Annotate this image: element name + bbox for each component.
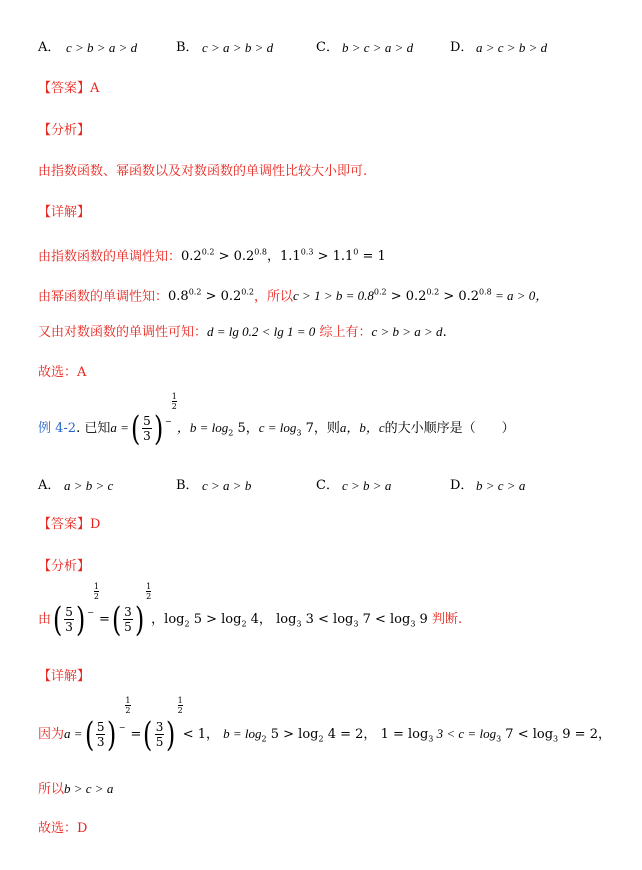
conclusion-prefix: 所以 — [38, 782, 65, 797]
analysis-label: 【分析】 — [38, 123, 91, 138]
analysis-text — [38, 582, 463, 642]
math: ，log — [151, 612, 185, 627]
detail-label: 【详解】 — [38, 669, 91, 684]
denominator: 3 — [143, 429, 151, 443]
math: > 1.1 — [313, 249, 354, 265]
left-paren: ( — [143, 714, 153, 755]
option-letter: D． — [450, 478, 474, 493]
subscript: 2 — [228, 428, 234, 438]
exponent-sign: − — [165, 417, 172, 426]
q2-options — [38, 476, 598, 496]
denominator: 3 — [96, 735, 105, 749]
detail-step-3 — [38, 322, 447, 343]
detail-prefix: 因为 — [38, 727, 65, 742]
analysis-suffix: 判断. — [431, 612, 463, 627]
denominator: 2 — [125, 706, 131, 715]
analysis-label: 【分析】 — [38, 559, 91, 574]
subscript: 3 — [496, 734, 502, 744]
fraction — [64, 605, 74, 634]
math: 4， — [246, 612, 272, 627]
detail-step-2 — [38, 283, 548, 307]
detail-label: 【详解】 — [38, 205, 91, 220]
math: 3 < log — [301, 612, 354, 627]
numerator: 1 — [171, 392, 177, 401]
stem-text: 的大小顺序是（ ） — [384, 421, 515, 436]
option-letter: D． — [450, 40, 474, 55]
analysis-text: 由指数函数、幂函数以及对数函数的单调性比较大小即可. — [38, 164, 368, 179]
option-letter: C． — [316, 478, 339, 493]
numerator: 3 — [155, 720, 164, 734]
numerator: 5 — [143, 414, 151, 428]
option-math: a > b > c — [64, 478, 114, 493]
exponent: 0.2 — [426, 288, 440, 297]
math: 5， — [233, 421, 259, 436]
math: c = log — [258, 420, 297, 435]
math: b > c > a — [64, 781, 114, 796]
step-text: 综上有： — [319, 325, 372, 340]
math: 7，则 — [301, 421, 340, 436]
detail-text — [38, 696, 611, 756]
fraction — [155, 720, 165, 749]
numerator: 3 — [124, 605, 132, 619]
math: = a > 0， — [491, 288, 549, 304]
option-math: a > c > b > d — [476, 40, 548, 55]
math: c > b > a > d — [371, 324, 443, 339]
option-math: c > a > b — [202, 478, 252, 493]
math: a，b，c — [339, 420, 385, 435]
right-paren: ) — [107, 714, 117, 755]
math: ，b = log — [176, 420, 229, 435]
exponent: 0.2 — [373, 288, 387, 297]
math: log — [276, 612, 297, 627]
option-letter: B． — [176, 478, 199, 493]
math: b = log — [223, 726, 262, 741]
numerator: 1 — [177, 696, 183, 705]
exponent-fraction — [146, 582, 151, 601]
choice-text: 故选：A — [38, 365, 87, 380]
math: > 0.2 — [214, 249, 255, 265]
option-letter: C． — [316, 40, 339, 55]
denominator: 5 — [124, 620, 132, 634]
step-text: ，所以 — [254, 289, 294, 305]
detail-step-1 — [38, 243, 386, 267]
math: 7 < log — [501, 727, 554, 742]
math: 9 = 2， — [558, 727, 611, 742]
math: 1 = log — [380, 727, 429, 742]
exponent: 0.2 — [188, 288, 202, 297]
left-paren: ( — [53, 599, 63, 640]
math: d = lg 0.2 < lg 1 = 0 — [207, 324, 316, 339]
math: 4 = 2， — [323, 727, 377, 742]
step-text: 又由对数函数的单调性可知： — [38, 325, 208, 340]
fraction — [96, 720, 106, 749]
exponent: 0.3 — [300, 248, 314, 257]
fraction — [123, 605, 133, 634]
denominator: 2 — [93, 592, 99, 601]
option-math: b > c > a > d — [342, 40, 414, 55]
right-paren: ) — [75, 599, 86, 640]
exponent-sign: − — [87, 608, 94, 617]
math: 3 < c = log — [433, 726, 497, 741]
math: ，1.1 — [267, 249, 301, 265]
numerator: 5 — [96, 720, 105, 734]
exponent-fraction — [94, 582, 99, 601]
exponent-sign: − — [118, 723, 126, 732]
subscript: 3 — [353, 619, 359, 629]
right-paren: ) — [153, 408, 164, 449]
math: = — [130, 727, 142, 742]
analysis-prefix: 由 — [38, 612, 52, 627]
left-paren: ( — [111, 599, 122, 640]
subscript: 3 — [296, 428, 302, 438]
step-text: 由指数函数的单调性知： — [38, 249, 182, 265]
numerator: 5 — [65, 605, 73, 619]
exponent: 0.2 — [201, 248, 215, 257]
answer-label: 【答案】D — [38, 517, 101, 532]
conclusion — [38, 779, 113, 800]
subscript: 3 — [428, 734, 434, 744]
left-paren: ( — [130, 408, 141, 449]
subscript: 2 — [184, 619, 190, 629]
option-math: b > c > a — [476, 478, 526, 493]
subscript: 3 — [410, 619, 416, 629]
math: 0.8 — [168, 289, 189, 305]
denominator: 5 — [155, 735, 164, 749]
math: c > 1 > b = 0.8 — [293, 288, 374, 304]
subscript: 2 — [241, 619, 247, 629]
right-paren: ) — [134, 599, 145, 640]
answer-label: 【答案】A — [38, 81, 100, 96]
exponent: 0.2 — [241, 288, 255, 297]
q1-options — [38, 38, 598, 58]
stem-text: . 已知 — [76, 421, 111, 436]
math: . — [442, 325, 447, 340]
denominator: 2 — [177, 706, 183, 715]
right-paren: ) — [166, 714, 176, 755]
step-text: 由幂函数的单调性知： — [38, 289, 169, 305]
left-paren: ( — [84, 714, 94, 755]
math: > 0.2 — [386, 289, 427, 305]
subscript: 3 — [296, 619, 302, 629]
exponent-fraction — [178, 696, 183, 715]
numerator: 1 — [125, 696, 131, 705]
denominator: 2 — [171, 402, 177, 411]
math: 5 > log — [266, 727, 319, 742]
math: = — [98, 612, 110, 627]
option-letter: A． — [38, 40, 61, 55]
exponent-fraction — [172, 392, 177, 411]
math: 5 > log — [189, 612, 242, 627]
math: = 1 — [358, 249, 386, 265]
math: < 1， — [182, 727, 219, 742]
option-math: c > a > b > d — [202, 40, 274, 55]
exponent: 0.8 — [479, 288, 492, 297]
math: > 0.2 — [439, 289, 480, 305]
exponent: 0 — [353, 248, 359, 257]
question-label: 例 4-2 — [38, 421, 77, 436]
option-letter: A． — [38, 478, 61, 493]
option-math: c > b > a > d — [66, 40, 138, 55]
question-stem — [38, 392, 515, 449]
math: > 0.2 — [201, 289, 242, 305]
option-math: c > b > a — [342, 478, 392, 493]
math: a = — [64, 726, 83, 741]
choice-text: 故选：D — [38, 821, 88, 836]
denominator: 3 — [65, 620, 73, 634]
math: 7 < log — [358, 612, 411, 627]
subscript: 3 — [553, 734, 559, 744]
exponent: 0.8 — [254, 248, 268, 257]
numerator: 1 — [146, 582, 152, 591]
math: 0.2 — [181, 249, 202, 265]
exponent-fraction — [125, 696, 130, 715]
denominator: 2 — [146, 592, 152, 601]
subscript: 2 — [261, 734, 267, 744]
numerator: 1 — [93, 582, 99, 591]
math: 9 — [415, 612, 428, 627]
fraction — [142, 414, 152, 443]
math: a = — [110, 420, 129, 435]
option-letter: B． — [176, 40, 199, 55]
subscript: 2 — [318, 734, 324, 744]
